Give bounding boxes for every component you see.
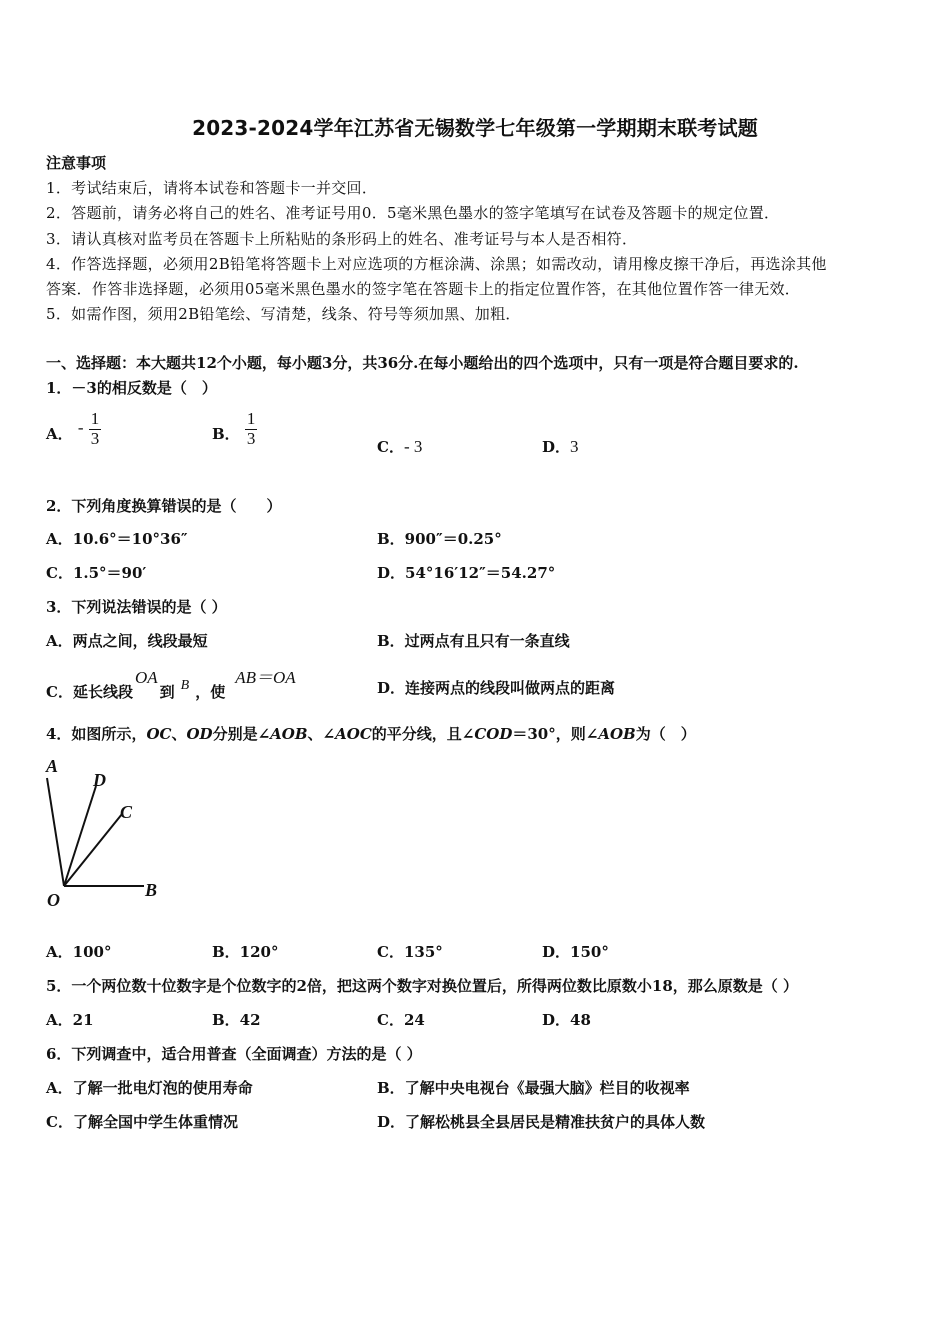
fraction-numerator: 1: [246, 409, 256, 428]
q3-to: 到: [159, 683, 175, 701]
section-heading: 一、选择题：本大题共12个小题，每小题3分，共36分.在每小题给出的四个选项中，只有一项是符合题目要求的.: [46, 354, 799, 372]
q4-stem-aob: AOB: [270, 725, 308, 743]
q4-stem-part: 分别是∠: [212, 725, 271, 743]
q1-option-b-label: B．: [212, 425, 240, 444]
page-title: 2023-2024学年江苏省无锡数学七年级第一学期期末联考试题: [192, 116, 758, 140]
q4-stem-oc: OC: [146, 725, 172, 743]
q5-option-d: D．48: [542, 1011, 591, 1029]
notice-item: 1．考试结束后，请将本试卷和答题卡一并交回．: [46, 179, 378, 197]
q1-option-a-fraction: [89, 410, 102, 448]
q6-option-a: A．了解一批电灯泡的使用寿命: [46, 1079, 253, 1097]
q3-comma: ，使: [195, 683, 226, 701]
q1-option-c-label: C．: [377, 438, 404, 456]
ray-od: [64, 786, 96, 886]
q1-option-c: [377, 436, 422, 457]
q1-option-a-sign: -: [77, 418, 84, 438]
notice-item: 3．请认真核对监考员在答题卡上所粘贴的条形码上的姓名、准考证号与本人是否相符．: [46, 230, 638, 248]
q6-option-b: B．了解中央电视台《最强大脑》栏目的收视率: [377, 1079, 690, 1097]
q4-stem-part: 、: [171, 725, 187, 743]
question-3-stem: 3．下列说法错误的是（ ）: [46, 598, 227, 616]
notice-item: 5．如需作图，须用2B铅笔绘、写清楚，线条、符号等须加黑、加粗．: [46, 305, 521, 323]
q4-stem-cod: COD: [474, 725, 513, 743]
fraction-denominator: 3: [90, 428, 100, 448]
label-point-b: B: [145, 880, 158, 900]
q4-stem-part: 4．如图所示，: [46, 725, 147, 743]
q1-option-d-label: D．: [542, 438, 571, 456]
q4-stem-part: 为（ ）: [635, 725, 696, 743]
q3-segment-oa: OA: [134, 668, 158, 687]
fraction-numerator: 1: [90, 409, 100, 428]
q3-option-d: D．连接两点的线段叫做两点的距离: [377, 679, 616, 697]
question-2-stem: 2．下列角度换算错误的是（ ）: [46, 497, 282, 515]
question-6-stem: 6．下列调查中，适合用普查（全面调查）方法的是（ ）: [46, 1045, 422, 1063]
q4-stem-aoc: AOC: [335, 725, 372, 743]
label-point-o: O: [47, 890, 60, 910]
q4-option-a: A．100°: [46, 943, 112, 961]
ray-oc: [64, 814, 122, 886]
q1-option-c-value: - 3: [403, 437, 423, 456]
q2-option-d: D．54°16′12″＝54.27°: [377, 564, 556, 582]
q4-stem-od: OD: [186, 725, 213, 743]
q4-stem-aob2: AOB: [598, 725, 636, 743]
q5-option-a: A．21: [46, 1011, 94, 1029]
q5-option-b: B．42: [212, 1011, 261, 1029]
label-point-d: D: [93, 770, 106, 790]
q2-option-b: B．900″＝0.25°: [377, 530, 502, 548]
q6-option-d: D．了解松桃县全县居民是精准扶贫户的具体人数: [377, 1113, 706, 1131]
notice-item: 答案．作答非选择题，必须用05毫米黑色墨水的签字笔在答题卡上的指定位置作答，在其他位置作答一律无效．: [46, 280, 801, 298]
ray-oa: [47, 778, 64, 886]
label-point-c: C: [120, 802, 133, 822]
q4-option-b: B．120°: [212, 943, 279, 961]
fraction-denominator: 3: [246, 428, 256, 448]
angle-figure: [40, 752, 180, 917]
q4-stem-part: ＝30°，则∠: [512, 725, 599, 743]
q4-option-c: C．135°: [377, 943, 443, 961]
q1-option-d-value: 3: [570, 437, 579, 456]
question-5-stem: 5．一个两位数十位数字是个位数字的2倍，把这两个数字对换位置后，所得两位数比原数小18，那么原数是（ ）: [46, 977, 798, 995]
q1-option-b: [212, 410, 257, 448]
q3-point-b: B: [180, 678, 190, 693]
q2-option-c: C．1.5°＝90′: [46, 564, 147, 582]
q3-option-b: B．过两点有且只有一条直线: [377, 632, 570, 650]
label-point-a: A: [46, 756, 59, 776]
q6-option-c: C．了解全国中学生体重情况: [46, 1113, 238, 1131]
q2-option-a: A．10.6°＝10°36″: [46, 530, 188, 548]
question-4-stem: [46, 723, 696, 744]
notice-item: 2．答题前，请务必将自己的姓名、准考证号用0．5毫米黑色墨水的签字笔填写在试卷及答题卡的规定位置．: [46, 204, 780, 222]
q1-option-b-fraction: [245, 410, 258, 448]
q1-option-a-label: A．: [46, 425, 73, 444]
notice-item: 4．作答选择题，必须用2B铅笔将答题卡上对应选项的方框涂满、涂黑；如需改动，请用橡皮擦干净后，再选涂其他: [46, 255, 827, 273]
q1-option-d: [542, 436, 579, 457]
notice-heading: 注意事项: [46, 154, 107, 172]
q3-equation: AB＝OA: [235, 668, 296, 687]
q4-stem-part: 的平分线，且∠: [371, 725, 475, 743]
q1-option-a: [46, 410, 101, 448]
q4-option-d: D．150°: [542, 943, 609, 961]
q4-stem-part: 、∠: [307, 725, 336, 743]
q3-option-a: A．两点之间，线段最短: [46, 632, 208, 650]
q5-option-c: C．24: [377, 1011, 425, 1029]
question-1-stem: 1．－3的相反数是（ ）: [46, 379, 217, 397]
q3-option-c-prefix: C．延长线段: [46, 683, 133, 701]
q3-option-c: [46, 668, 296, 702]
